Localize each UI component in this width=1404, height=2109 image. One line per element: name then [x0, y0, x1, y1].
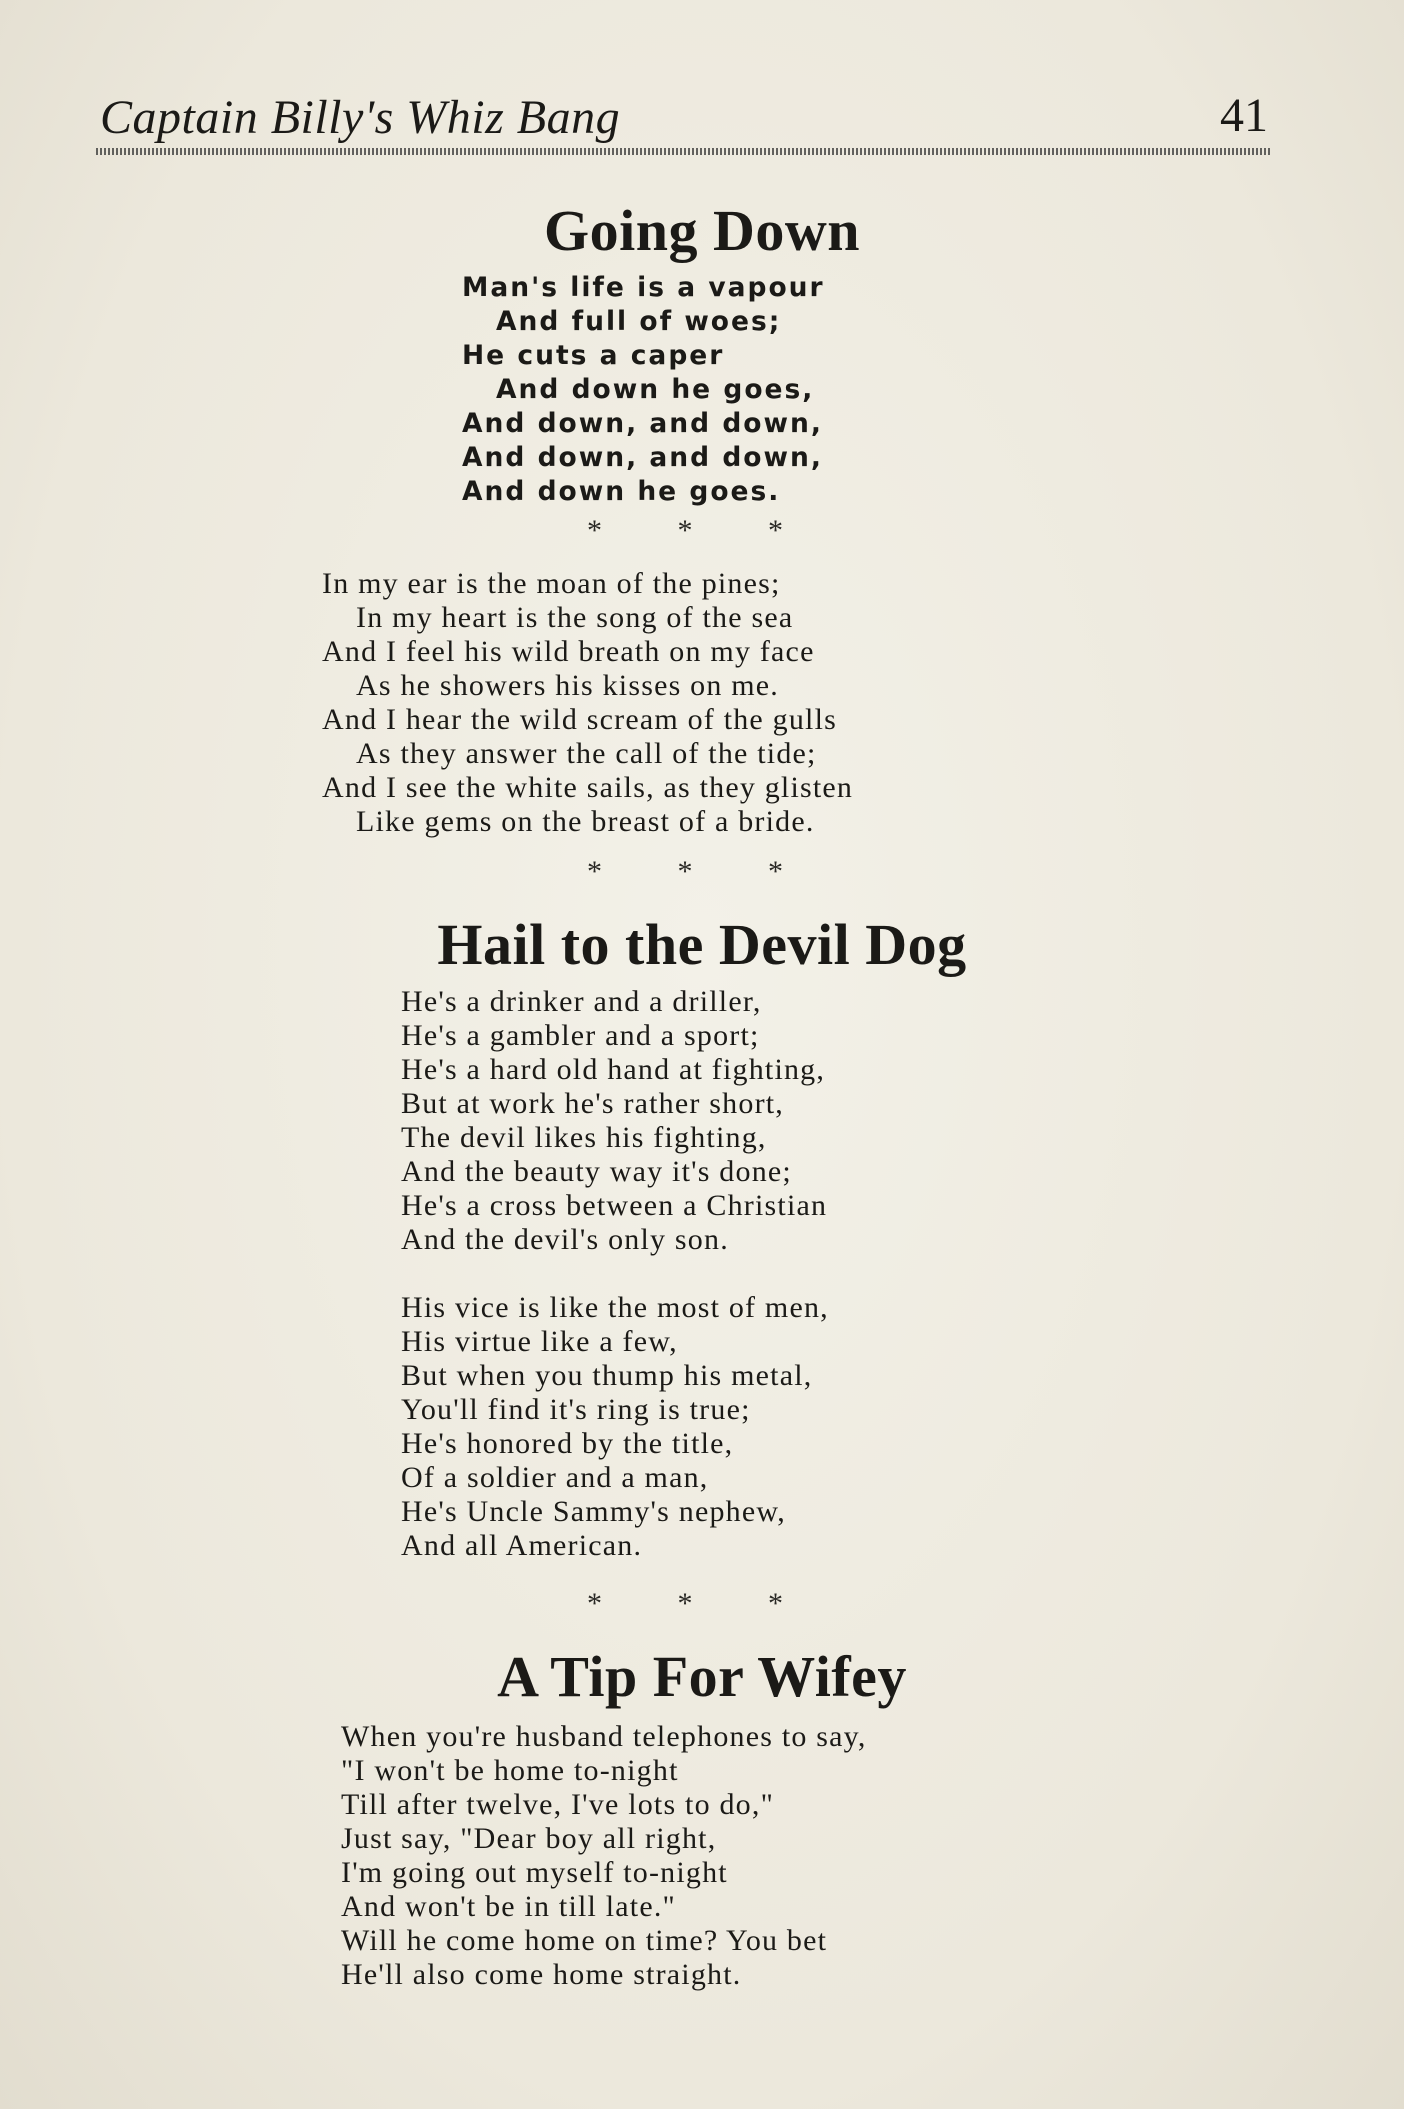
- poem-line: As they answer the call of the tide;: [356, 737, 817, 770]
- header-rule: [96, 148, 1272, 155]
- poem-line: Of a soldier and a man,: [401, 1461, 709, 1494]
- poem-line: I'm going out myself to-night: [341, 1856, 728, 1889]
- poem-line: He cuts a caper: [462, 340, 725, 371]
- poem-line: And down, and down,: [462, 408, 823, 439]
- poem-line: When you're husband telephones to say,: [341, 1720, 867, 1753]
- poem-line: He's Uncle Sammy's nephew,: [401, 1495, 786, 1528]
- poem-title-devil-dog: Hail to the Devil Dog: [437, 912, 967, 977]
- poem-line: He's a drinker and a driller,: [401, 985, 762, 1018]
- page-number: 41: [1220, 89, 1268, 142]
- poem-line: He'll also come home straight.: [341, 1958, 742, 1991]
- poem-sea-verse: [322, 567, 853, 839]
- poem-line: As he showers his kisses on me.: [356, 669, 780, 702]
- poem-line: In my ear is the moan of the pines;: [322, 567, 781, 600]
- poem-line: Just say, "Dear boy all right,: [341, 1822, 717, 1855]
- poem-line: In my heart is the song of the sea: [356, 601, 794, 634]
- poem-line: And won't be in till late.": [341, 1890, 677, 1923]
- poem-line: And I see the white sails, as they glisten: [322, 771, 854, 804]
- stanza-gap: [401, 1257, 829, 1291]
- poem-line: And the devil's only son.: [401, 1223, 729, 1256]
- poem-line: But when you thump his metal,: [401, 1359, 813, 1392]
- poem-devil-dog: [401, 985, 829, 1563]
- poem-title-going-down: Going Down: [543, 198, 860, 263]
- poem-line: But at work he's rather short,: [401, 1087, 784, 1120]
- poem-title-tip-for-wifey: A Tip For Wifey: [497, 1644, 907, 1709]
- poem-line: And the beauty way it's done;: [401, 1155, 792, 1188]
- poem-line: He's honored by the title,: [401, 1427, 734, 1460]
- poem-going-down: [462, 271, 825, 509]
- poem-line: He's a hard old hand at fighting,: [401, 1053, 826, 1086]
- poem-line: His vice is like the most of men,: [401, 1291, 829, 1324]
- poem-line: And all American.: [401, 1529, 643, 1562]
- section-separator: * * *: [587, 1587, 817, 1620]
- section-separator: * * *: [587, 855, 817, 888]
- poem-line: Will he come home on time? You bet: [341, 1924, 828, 1957]
- poem-line: "I won't be home to-night: [341, 1754, 679, 1787]
- poem-line: The devil likes his fighting,: [401, 1121, 767, 1154]
- poem-line: Like gems on the breast of a bride.: [356, 805, 815, 838]
- poem-line: And down he goes,: [496, 374, 815, 405]
- poem-line: Man's life is a vapour: [462, 272, 825, 303]
- magazine-title: Captain Billy's Whiz Bang: [100, 91, 621, 144]
- poem-line: Till after twelve, I've lots to do,": [341, 1788, 775, 1821]
- poem-line: He's a gambler and a sport;: [401, 1019, 760, 1052]
- poem-line: And I hear the wild scream of the gulls: [322, 703, 837, 736]
- poem-tip-for-wifey: [341, 1720, 867, 1992]
- poem-line: And full of woes;: [496, 306, 782, 337]
- poem-line: You'll find it's ring is true;: [401, 1393, 751, 1426]
- poem-line: And down, and down,: [462, 442, 823, 473]
- poem-line: He's a cross between a Christian: [401, 1189, 828, 1222]
- poem-line: And down he goes.: [462, 476, 781, 507]
- poem-line: And I feel his wild breath on my face: [322, 635, 815, 668]
- page-header: [96, 88, 1272, 158]
- poem-line: His virtue like a few,: [401, 1325, 678, 1358]
- section-separator: * * *: [587, 514, 817, 547]
